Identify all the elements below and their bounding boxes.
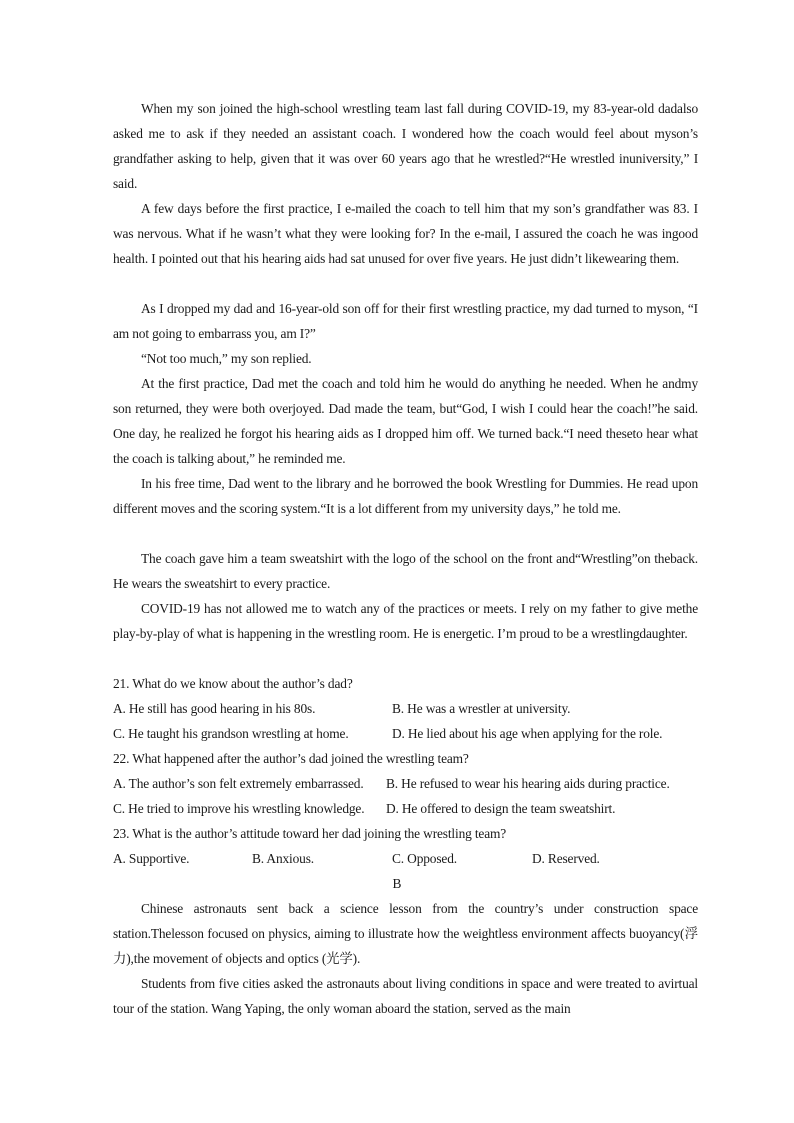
option-c[interactable]: C. He tried to improve his wrestling knowledge.: [113, 801, 365, 816]
option-c[interactable]: C. Opposed.: [392, 851, 457, 866]
passage-a-paragraph: The coach gave him a team sweatshirt with the logo of the school on the front and“Wrestling”on theback. He wears the sweatshirt to every practice.: [113, 551, 698, 591]
passage-a-paragraph: When my son joined the high-school wrestling team last fall during COVID-19, my 83-year-old dadalso asked me to ask if they needed an assistant coach. I wondered how the coach would feel about myson’s grandfather asking to help, given that it was over 60 years ago that he wrestled?“He wrestled inuniversity,” I said.: [113, 101, 698, 191]
passage-a-paragraph: At the first practice, Dad met the coach and told him he would do anything he needed. When he andmy son returned, they were both overjoyed. Dad made the team, but“God, I wish I could hear the coach!”he said. One day, he realized he forgot his hearing aids as I dropped him off. We turned back.“I need theseto hear what the coach is talking about,” he reminded me.: [113, 376, 698, 466]
passage-a-paragraph: “Not too much,” my son replied.: [141, 351, 312, 366]
option-c[interactable]: C. He taught his grandson wrestling at home.: [113, 726, 349, 741]
passage-a-paragraph: A few days before the first practice, I e-mailed the coach to tell him that my son’s grandfather was 83. I was nervous. What if he wasn’t what they were looking for? In the e-mail, I assured the coach he was ingood health. I pointed out that his hearing aids had sat unused for over five years. He just didn’t likewearing them.: [113, 201, 698, 266]
option-a[interactable]: A. He still has good hearing in his 80s.: [113, 701, 316, 716]
option-a[interactable]: A. Supportive.: [113, 851, 190, 866]
option-d[interactable]: D. He offered to design the team sweatshirt.: [386, 801, 616, 816]
question-stem: 23. What is the author’s attitude toward her dad joining the wrestling team?: [113, 826, 507, 841]
question-stem: 21. What do we know about the author’s dad?: [113, 676, 353, 691]
option-a[interactable]: A. The author’s son felt extremely embarrassed.: [113, 776, 364, 791]
option-b[interactable]: B. He was a wrestler at university.: [392, 701, 571, 716]
passage-a-paragraph: COVID-19 has not allowed me to watch any of the practices or meets. I rely on my father to give methe play-by-play of what is happening in the wrestling room. He is energetic. I’m proud to be a wrestlingdaughter.: [113, 601, 698, 641]
question-stem: 22. What happened after the author’s dad joined the wrestling team?: [113, 751, 469, 766]
option-d[interactable]: D. He lied about his age when applying for the role.: [392, 726, 663, 741]
section-label: B: [392, 876, 402, 891]
passage-b-paragraph: Students from five cities asked the astronauts about living conditions in space and were treated to avirtual tour of the station. Wang Yaping, the only woman aboard the station, served as the main: [113, 976, 698, 1016]
option-b[interactable]: B. He refused to wear his hearing aids during practice.: [386, 776, 670, 791]
passage-a-paragraph: As I dropped my dad and 16-year-old son off for their first wrestling practice, my dad turned to myson, “I am not going to embarrass you, am I?”: [113, 301, 698, 341]
passage-b-paragraph: Chinese astronauts sent back a science lesson from the country’s under construction space station.Thelesson focused on physics, aiming to illustrate how the weightless environment affects buoyancy(浮力),the movement of objects and optics (光学).: [113, 901, 698, 966]
passage-a-paragraph: In his free time, Dad went to the library and he borrowed the book Wrestling for Dummies. He read upon different moves and the scoring system.“It is a lot different from my university days,” he told me.: [113, 476, 698, 516]
option-b[interactable]: B. Anxious.: [252, 851, 314, 866]
option-d[interactable]: D. Reserved.: [532, 851, 600, 866]
